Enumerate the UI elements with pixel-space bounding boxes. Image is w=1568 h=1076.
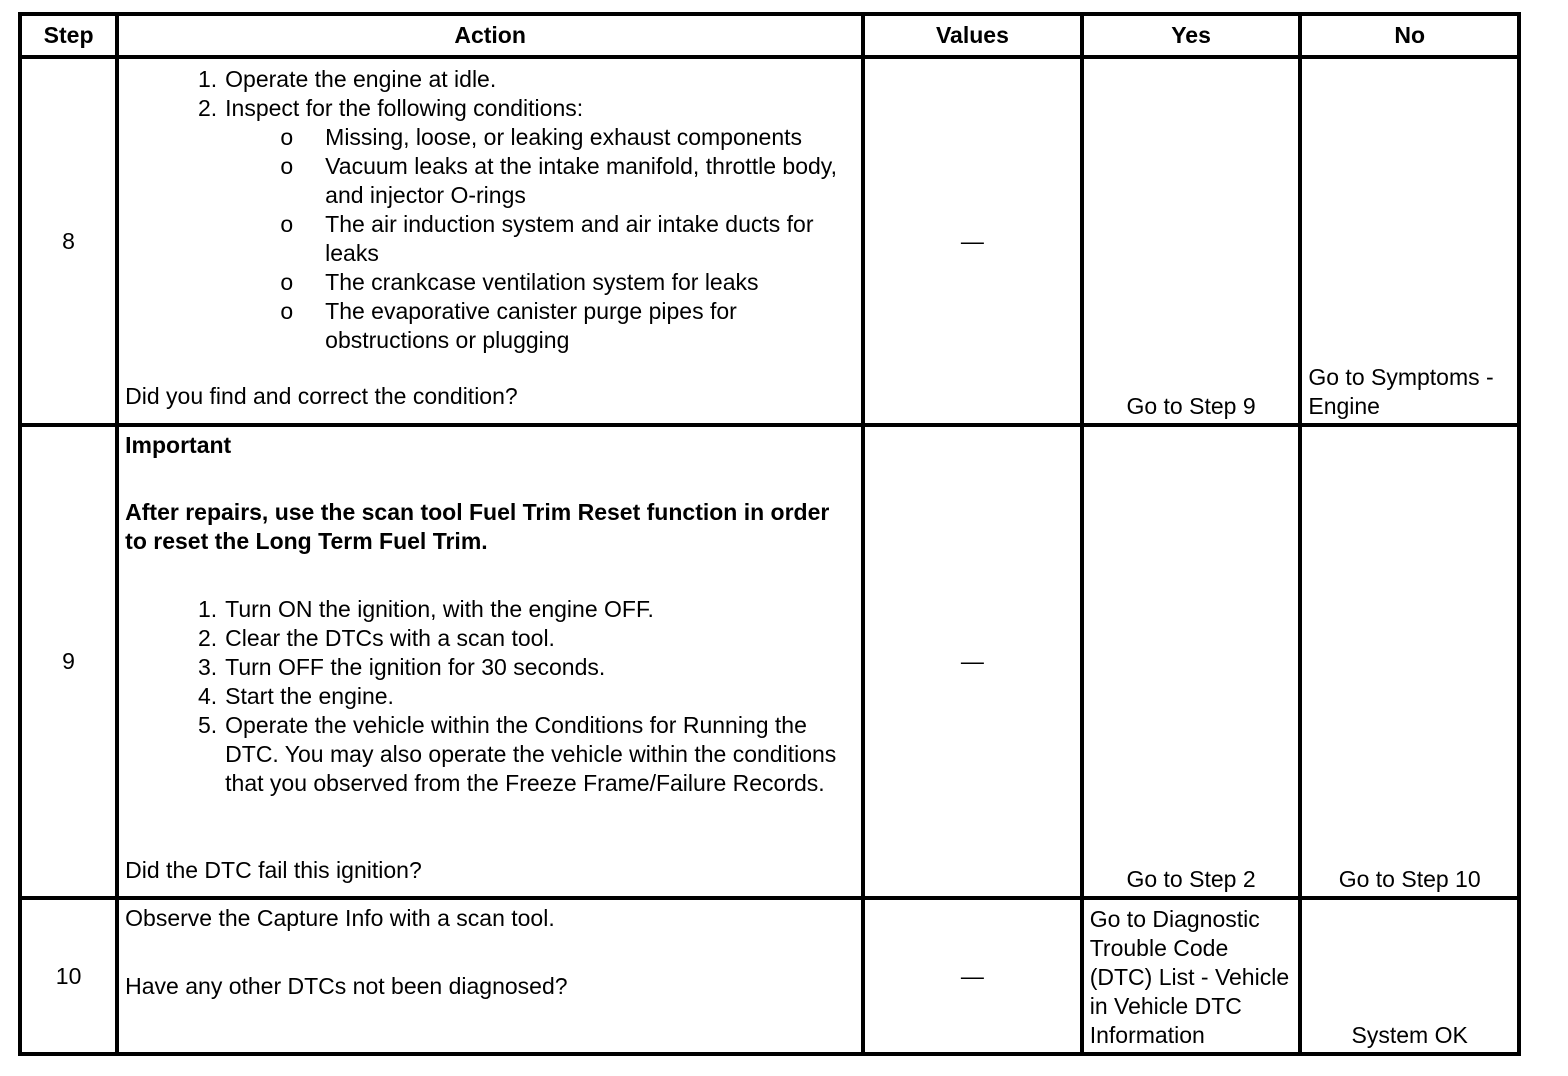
list-item <box>125 682 855 711</box>
bullet: o <box>280 124 294 150</box>
no-cell <box>1300 57 1519 425</box>
list-text: Inspect for the following conditions: <box>225 95 584 121</box>
header-yes: Yes <box>1082 14 1301 57</box>
list-item <box>125 297 855 355</box>
list-item <box>125 123 855 152</box>
list-number: 3. <box>197 654 218 680</box>
condition-text: The evaporative canister purge pipes for obstructions or plugging <box>325 298 737 353</box>
list-number: 1. <box>197 66 218 92</box>
list-item <box>125 94 855 123</box>
list-item <box>125 268 855 297</box>
values-cell: — <box>863 57 1082 425</box>
header-values: Values <box>863 14 1082 57</box>
list-number: 2. <box>197 625 218 651</box>
bullet: o <box>280 211 294 237</box>
list-text: Turn ON the ignition, with the engine OFF. <box>225 596 654 622</box>
list-number: 1. <box>197 596 218 622</box>
question-text: Have any other DTCs not been diagnosed? <box>125 973 568 999</box>
list-text: Operate the engine at idle. <box>225 66 497 92</box>
yes-cell <box>1082 425 1301 898</box>
yes-text: Go to Step 9 <box>1126 393 1256 419</box>
header-step: Step <box>20 14 117 57</box>
action-cell <box>117 898 863 1054</box>
yes-text: Go to Step 2 <box>1126 866 1256 892</box>
step-number: 10 <box>20 898 117 1054</box>
table-row <box>20 898 1519 1054</box>
list-number: 5. <box>197 712 218 738</box>
no-text: Go to Step 10 <box>1338 866 1481 892</box>
list-number: 2. <box>197 95 218 121</box>
no-cell <box>1300 425 1519 898</box>
yes-text: Go to Diagnostic Trouble Code (DTC) List - Vehicle in Vehicle DTC Information <box>1089 906 1290 1048</box>
diagnostic-table <box>18 12 1521 1056</box>
important-label: Important <box>125 432 232 458</box>
values-cell: — <box>863 898 1082 1054</box>
list-item <box>125 152 855 210</box>
list-item <box>125 210 855 268</box>
yes-cell <box>1082 57 1301 425</box>
list-text: Operate the vehicle within the Conditions for Running the DTC. You may also operate the vehicle within the conditions that you observed from the Freeze Frame/Failure Records. <box>225 712 837 796</box>
list-item <box>125 711 855 798</box>
bullet: o <box>280 269 294 295</box>
question-text: Did the DTC fail this ignition? <box>125 857 422 883</box>
step-number: 8 <box>20 57 117 425</box>
list-item <box>125 65 855 94</box>
condition-text: Missing, loose, or leaking exhaust components <box>325 124 803 150</box>
condition-text: The crankcase ventilation system for leaks <box>325 269 759 295</box>
condition-text: The air induction system and air intake ducts for leaks <box>325 211 814 266</box>
list-text: Start the engine. <box>225 683 394 709</box>
no-text: Go to Symptoms - Engine <box>1308 364 1494 419</box>
values-cell: — <box>863 425 1082 898</box>
yes-cell <box>1082 898 1301 1054</box>
step-number: 9 <box>20 425 117 898</box>
instruction-text: Observe the Capture Info with a scan tool. <box>125 905 555 931</box>
list-number: 4. <box>197 683 218 709</box>
condition-text: Vacuum leaks at the intake manifold, throttle body, and injector O-rings <box>325 153 837 208</box>
header-action: Action <box>117 14 863 57</box>
action-cell <box>117 425 863 898</box>
important-text: After repairs, use the scan tool Fuel Trim Reset function in order to reset the Long Term Fuel Trim. <box>125 499 830 554</box>
no-cell <box>1300 898 1519 1054</box>
list-text: Turn OFF the ignition for 30 seconds. <box>225 654 606 680</box>
list-text: Clear the DTCs with a scan tool. <box>225 625 555 651</box>
list-item <box>125 653 855 682</box>
bullet: o <box>280 153 294 179</box>
question-text: Did you find and correct the condition? <box>125 383 518 409</box>
bullet: o <box>280 298 294 324</box>
header-no: No <box>1300 14 1519 57</box>
action-cell <box>117 57 863 425</box>
no-text: System OK <box>1351 1022 1468 1048</box>
header-row <box>20 14 1519 57</box>
table-row <box>20 425 1519 898</box>
table-row <box>20 57 1519 425</box>
list-item <box>125 624 855 653</box>
list-item <box>125 595 855 624</box>
